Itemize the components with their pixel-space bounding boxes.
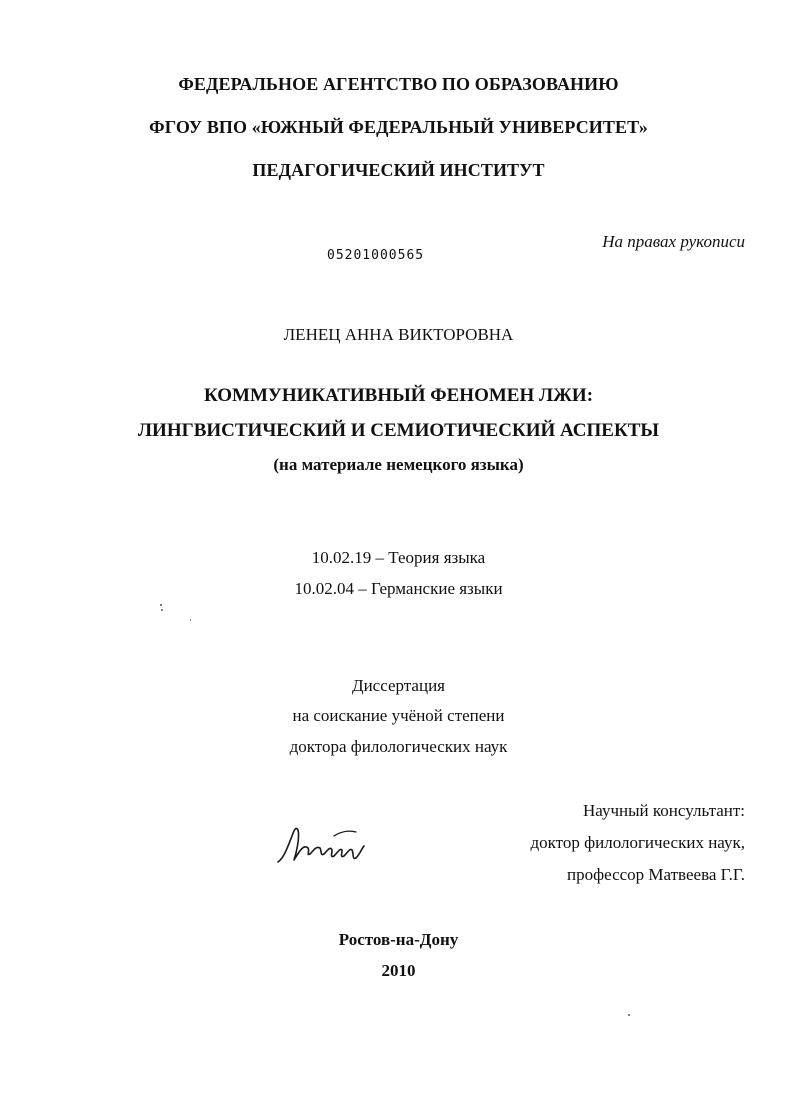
consultant-label: Научный консультант: (583, 801, 745, 820)
scan-speck (160, 604, 162, 606)
scan-speck (628, 1014, 630, 1016)
year: 2010 (381, 961, 416, 980)
manuscript-note: На правах рукописи (602, 232, 745, 251)
author-signature (270, 818, 380, 870)
scan-speck (161, 609, 163, 611)
degree-line-3: доктора филологических наук (289, 737, 508, 756)
degree-line-1: Диссертация (351, 676, 445, 695)
agency-heading: ФЕДЕРАЛЬНОЕ АГЕНТСТВО ПО ОБРАЗОВАНИЮ (178, 74, 619, 94)
author-name: ЛЕНЕЦ АННА ВИКТОРОВНА (283, 325, 514, 344)
dissertation-title-line2: ЛИНГВИСТИЧЕСКИЙ И СЕМИОТИЧЕСКИЙ АСПЕКТЫ (137, 420, 660, 441)
university-heading: ФГОУ ВПО «ЮЖНЫЙ ФЕДЕРАЛЬНЫЙ УНИВЕРСИТЕТ» (149, 117, 648, 137)
specialty-2: 10.02.04 – Германские языки (294, 579, 503, 598)
registry-code: 05201000565 (327, 248, 425, 263)
consultant-degree: доктор филологических наук, (530, 833, 745, 852)
dissertation-subtitle: (на материале немецкого языка) (273, 455, 524, 474)
specialty-1: 10.02.19 – Теория языка (311, 548, 486, 567)
dissertation-title-line1: КОММУНИКАТИВНЫЙ ФЕНОМЕН ЛЖИ: (203, 385, 594, 406)
scan-speck (190, 619, 191, 621)
degree-line-2: на соискание учёной степени (292, 706, 505, 725)
consultant-name: профессор Матвеева Г.Г. (566, 865, 745, 884)
city: Ростов-на-Дону (338, 930, 459, 949)
institute-heading: ПЕДАГОГИЧЕСКИЙ ИНСТИТУТ (252, 160, 545, 180)
